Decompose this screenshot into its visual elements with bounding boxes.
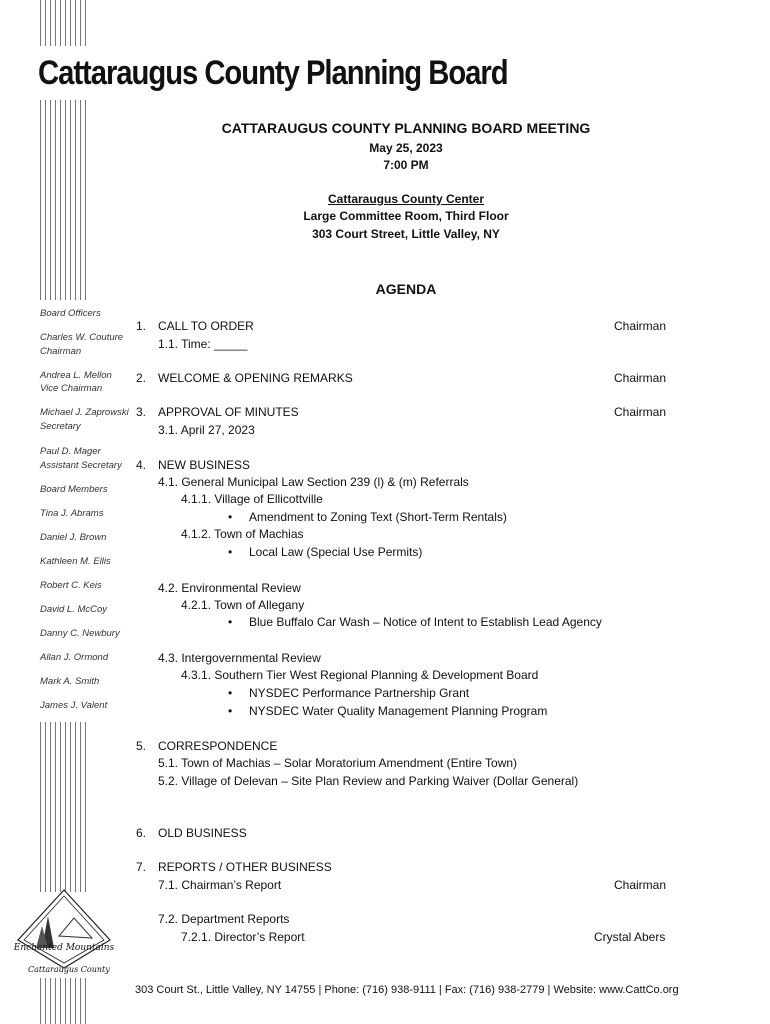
- bullet: •: [228, 510, 233, 524]
- agenda-presenter: Chairman: [614, 319, 667, 333]
- agenda-bullet-item: Blue Buffalo Car Wash – Notice of Intent to Establish Lead Agency: [249, 615, 602, 629]
- member-name: Robert C. Keis: [40, 580, 102, 591]
- officer-name: Michael J. Zaprowski: [40, 407, 129, 418]
- agenda-subitem: 4.3. Intergovernmental Review: [158, 651, 321, 665]
- member-name: Allan J. Ormond: [40, 652, 109, 663]
- agenda-subitem: 4.1.1. Village of Ellicottville: [181, 492, 323, 506]
- decorative-stripes-mid: [40, 100, 86, 300]
- agenda-number: 4.: [136, 458, 147, 472]
- agenda-bullet-item: NYSDEC Water Quality Management Planning Program: [249, 704, 548, 718]
- agenda-item: OLD BUSINESS: [158, 826, 247, 840]
- meeting-location: Cattaraugus County Center: [327, 192, 485, 206]
- agenda-number: 5.: [136, 739, 147, 753]
- agenda-presenter: Crystal Abers: [594, 930, 666, 944]
- agenda-subitem: 7.1. Chairman’s Report: [158, 878, 282, 892]
- officer-role: Vice Chairman: [40, 383, 103, 394]
- agenda-bullet-item: Local Law (Special Use Permits): [249, 545, 423, 559]
- agenda-subitem: 4.3.1. Southern Tier West Regional Planning & Development Board: [181, 668, 539, 682]
- agenda-subitem: 4.2. Environmental Review: [158, 581, 301, 595]
- agenda-subitem: 3.1. April 27, 2023: [158, 423, 255, 437]
- agenda-subitem: 5.2. Village of Delevan – Site Plan Review and Parking Waiver (Dollar General): [158, 774, 579, 788]
- bullet: •: [228, 545, 233, 559]
- agenda-subitem: 1.1. Time: _____: [158, 337, 248, 351]
- agenda-subitem: 4.1.2. Town of Machias: [181, 527, 304, 541]
- agenda-presenter: Chairman: [614, 878, 667, 892]
- agenda-presenter: Chairman: [614, 371, 667, 385]
- member-name: Tina J. Abrams: [40, 508, 104, 519]
- agenda-item: REPORTS / OTHER BUSINESS: [158, 860, 332, 874]
- officer-name: Andrea L. Mellon: [40, 370, 112, 381]
- logo-text-bottom: Cattaraugus County: [28, 965, 110, 974]
- member-name: Danny C. Newbury: [40, 628, 120, 639]
- meeting-time: 7:00 PM: [383, 158, 429, 172]
- agenda-number: 6.: [136, 826, 147, 840]
- bullet: •: [228, 615, 233, 629]
- member-name: Daniel J. Brown: [40, 532, 107, 543]
- member-name: James J. Valent: [40, 700, 108, 711]
- agenda-number: 7.: [136, 860, 147, 874]
- agenda-number: 3.: [136, 405, 147, 419]
- agenda-item: WELCOME & OPENING REMARKS: [158, 371, 353, 385]
- agenda-bullet-item: Amendment to Zoning Text (Short-Term Rentals): [249, 510, 507, 524]
- member-name: David L. McCoy: [40, 604, 108, 615]
- member-name: Mark A. Smith: [40, 676, 100, 687]
- decorative-stripes-top: [40, 0, 86, 46]
- logo-text-top: Enchanted Mountains: [14, 943, 114, 953]
- agenda-number: 1.: [136, 319, 147, 333]
- meeting-date: May 25, 2023: [369, 141, 443, 155]
- agenda-subitem: 7.2. Department Reports: [158, 912, 290, 926]
- agenda-subitem: 4.1. General Municipal Law Section 239 (l) & (m) Referrals: [158, 475, 469, 489]
- officer-role: Assistant Secretary: [40, 460, 122, 471]
- meeting-room: Large Committee Room, Third Floor: [303, 209, 509, 223]
- officer-role: Secretary: [40, 421, 81, 432]
- officer-name: Charles W. Couture: [40, 332, 124, 343]
- decorative-stripes-bottom: [40, 978, 86, 1024]
- agenda-item: APPROVAL OF MINUTES: [158, 405, 299, 419]
- org-title: Cattaraugus County Planning Board: [38, 54, 508, 92]
- officers-heading: Board Officers: [40, 308, 101, 319]
- county-logo: [14, 886, 114, 976]
- member-name: Kathleen M. Ellis: [40, 556, 111, 567]
- meeting-title: CATTARAUGUS COUNTY PLANNING BOARD MEETING: [221, 120, 591, 136]
- officer-role: Chairman: [40, 346, 82, 357]
- decorative-stripes-low: [40, 722, 86, 892]
- agenda-heading: AGENDA: [375, 281, 437, 297]
- meeting-address: 303 Court Street, Little Valley, NY: [312, 227, 500, 241]
- agenda-item: CALL TO ORDER: [158, 319, 254, 333]
- agenda-number: 2.: [136, 371, 147, 385]
- agenda-bullet-item: NYSDEC Performance Partnership Grant: [249, 686, 470, 700]
- bullet: •: [228, 704, 233, 718]
- agenda-subitem: 4.2.1. Town of Allegany: [181, 598, 305, 612]
- agenda-item: NEW BUSINESS: [158, 458, 251, 472]
- members-heading: Board Members: [40, 484, 108, 495]
- footer-contact: 303 Court St., Little Valley, NY 14755 | Phone: (716) 938-9111 | Fax: (716) 938-2779 | Website: www.CattCo.org: [135, 984, 679, 996]
- agenda-presenter: Chairman: [614, 405, 667, 419]
- agenda-subitem: 5.1. Town of Machias – Solar Moratorium Amendment (Entire Town): [158, 756, 518, 770]
- bullet: •: [228, 686, 233, 700]
- agenda-item: CORRESPONDENCE: [158, 739, 278, 753]
- agenda-subitem: 7.2.1. Director’s Report: [181, 930, 305, 944]
- officer-name: Paul D. Mager: [40, 446, 101, 457]
